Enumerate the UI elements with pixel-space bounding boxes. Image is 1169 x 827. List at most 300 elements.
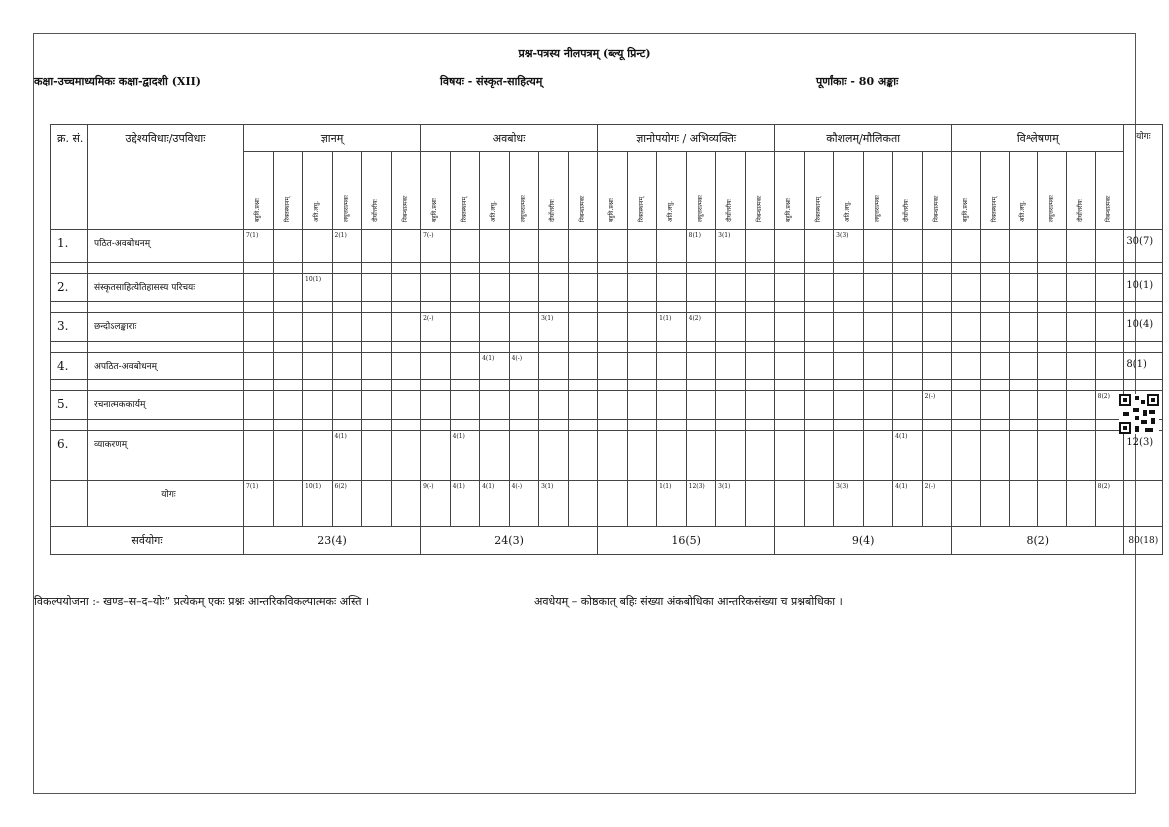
subcolumn-label: रिक्तस्थानम् xyxy=(637,196,645,222)
marks-cell xyxy=(421,353,451,380)
marks-cell xyxy=(1038,313,1067,342)
subtotal-cell xyxy=(863,481,893,527)
marks-cell xyxy=(834,274,864,302)
marks-cell xyxy=(539,353,569,380)
subtotal-cell: 8(2) xyxy=(1095,481,1124,527)
marks-cell xyxy=(568,353,598,380)
subcolumn-label: निबन्धात्मकः xyxy=(755,195,763,222)
marks-cell xyxy=(598,353,628,380)
table-row xyxy=(51,391,1163,420)
marks-cell xyxy=(509,274,539,302)
group-total: 23(4) xyxy=(244,527,421,555)
marks-cell xyxy=(362,431,392,481)
subcolumn-header xyxy=(244,152,274,230)
marks-cell xyxy=(1095,431,1124,481)
marks-cell xyxy=(332,353,362,380)
max-marks-label: पूर्णांकाः - 80 अङ्काः xyxy=(816,75,899,88)
marks-cell xyxy=(362,274,392,302)
marks-cell xyxy=(686,274,716,302)
subcolumn-label: दीर्घोत्तरीयः xyxy=(549,199,557,222)
marks-cell xyxy=(509,230,539,263)
subtotal-cell: 9(-) xyxy=(421,481,451,527)
qr-code-icon xyxy=(1119,394,1159,434)
subcolumn-header xyxy=(834,152,864,230)
marks-cell xyxy=(745,431,775,481)
marks-cell xyxy=(480,274,510,302)
marks-cell xyxy=(1095,230,1124,263)
subcolumn-header xyxy=(1009,152,1038,230)
subcolumn-header xyxy=(539,152,569,230)
marks-cell: 4(1) xyxy=(332,431,362,481)
serial-number: 1. xyxy=(51,230,88,263)
subcolumn-header xyxy=(686,152,716,230)
marks-cell xyxy=(627,391,657,420)
row-total: 8(1) xyxy=(1124,353,1163,380)
marks-cell xyxy=(627,230,657,263)
marks-cell xyxy=(568,230,598,263)
marks-cell xyxy=(980,274,1009,302)
topic-name: अपठित-अवबोधनम् xyxy=(88,353,244,380)
marks-cell xyxy=(362,391,392,420)
sn-header: क्र. सं. xyxy=(51,125,88,230)
subcolumn-header xyxy=(1038,152,1067,230)
subcolumn-label: अति.लघु. xyxy=(490,201,498,222)
subcolumn-header xyxy=(952,152,981,230)
marks-cell xyxy=(421,431,451,481)
marks-cell xyxy=(775,431,805,481)
subcolumn-header xyxy=(922,152,952,230)
marks-cell xyxy=(804,431,834,481)
marks-cell xyxy=(1009,313,1038,342)
marks-cell xyxy=(539,230,569,263)
table-row xyxy=(51,313,1163,342)
marks-cell xyxy=(303,431,333,481)
subcolumn-header xyxy=(893,152,923,230)
topic-name: पठित-अवबोधनम् xyxy=(88,230,244,263)
marks-cell xyxy=(480,391,510,420)
subtotal-cell xyxy=(627,481,657,527)
subtotal-cell xyxy=(1038,481,1067,527)
subcolumn-label: बहुवि.प्रश्नाः xyxy=(254,198,262,222)
marks-cell xyxy=(657,230,687,263)
subtotal-cell: 4(1) xyxy=(480,481,510,527)
marks-cell xyxy=(804,353,834,380)
marks-cell xyxy=(303,313,333,342)
class-label: कक्षा-उच्चमाध्यमिकः कक्षा-द्वादशी (XII) xyxy=(34,75,201,88)
marks-cell xyxy=(863,431,893,481)
subcolumn-header xyxy=(568,152,598,230)
subcolumn-header xyxy=(716,152,746,230)
marks-cell xyxy=(775,313,805,342)
marks-cell xyxy=(568,274,598,302)
subcolumn-label: बहुवि.प्रश्नाः xyxy=(785,198,793,222)
marks-cell xyxy=(863,391,893,420)
subtotal-cell xyxy=(598,481,628,527)
marks-cell xyxy=(598,391,628,420)
marks-cell xyxy=(657,274,687,302)
marks-cell xyxy=(1009,431,1038,481)
subtotal-cell: 4(1) xyxy=(450,481,480,527)
marks-cell xyxy=(922,230,952,263)
marks-cell xyxy=(893,313,923,342)
subtotal-cell: 3(1) xyxy=(539,481,569,527)
subcolumn-header xyxy=(332,152,362,230)
marks-cell xyxy=(922,274,952,302)
marks-cell xyxy=(745,353,775,380)
row-total: 10(1) xyxy=(1124,274,1163,302)
subcolumn-label: रिक्तस्थानम् xyxy=(460,196,468,222)
subcolumn-label: निबन्धात्मकः xyxy=(401,195,409,222)
marks-cell: 4(-) xyxy=(509,353,539,380)
subtotal-row xyxy=(51,481,1163,527)
marks-cell xyxy=(480,230,510,263)
marks-cell xyxy=(362,313,392,342)
note-options: विकल्पयोजना :- खण्ड–स–द–योः” प्रत्येकम् एकः प्रश्नः आन्तरिकविकल्पात्मकः अस्ति । xyxy=(34,595,370,608)
marks-cell xyxy=(893,274,923,302)
marks-cell xyxy=(1009,391,1038,420)
marks-cell xyxy=(1095,353,1124,380)
subcolumn-label: लघुत्तरात्मकः xyxy=(519,195,527,222)
marks-cell xyxy=(1066,353,1095,380)
marks-cell: 4(2) xyxy=(686,313,716,342)
marks-cell xyxy=(716,313,746,342)
subcolumn-label: अति.लघु. xyxy=(1019,201,1027,222)
marks-cell xyxy=(804,391,834,420)
topic-header: उद्देश्यविधाः/उपविधाः xyxy=(88,125,244,230)
marks-cell xyxy=(421,391,451,420)
marks-cell xyxy=(391,313,421,342)
marks-cell xyxy=(893,391,923,420)
marks-cell: 3(3) xyxy=(834,230,864,263)
subcolumn-label: लघुत्तरात्मकः xyxy=(342,195,350,222)
serial-number: 6. xyxy=(51,431,88,481)
marks-cell xyxy=(745,313,775,342)
table-row xyxy=(51,353,1163,380)
marks-cell xyxy=(303,230,333,263)
subcolumn-header xyxy=(362,152,392,230)
marks-cell xyxy=(1038,230,1067,263)
marks-cell xyxy=(1038,353,1067,380)
marks-cell xyxy=(391,391,421,420)
subcolumn-label: रिक्तस्थानम् xyxy=(814,196,822,222)
subcolumn-header xyxy=(421,152,451,230)
group-total: 8(2) xyxy=(952,527,1124,555)
marks-cell xyxy=(332,313,362,342)
subcolumn-header xyxy=(1066,152,1095,230)
marks-cell xyxy=(1066,313,1095,342)
marks-cell: 7(1) xyxy=(244,230,274,263)
marks-cell xyxy=(980,391,1009,420)
marks-cell xyxy=(362,230,392,263)
note-attention: अवधेयम् – कोष्ठकात् बहिः संख्या अंकबोधिका आन्तरिकसंख्या च प्रश्नबोधिका । xyxy=(534,595,843,608)
marks-cell: 2(-) xyxy=(421,313,451,342)
marks-cell xyxy=(775,274,805,302)
subcolumn-header xyxy=(980,152,1009,230)
group-total: 16(5) xyxy=(598,527,775,555)
marks-cell xyxy=(657,353,687,380)
marks-cell xyxy=(834,353,864,380)
serial-number: 3. xyxy=(51,313,88,342)
subcolumn-label: निबन्धात्मकः xyxy=(1105,195,1113,222)
marks-cell xyxy=(952,391,981,420)
subtotal-cell: 7(1) xyxy=(244,481,274,527)
subcolumn-label: लघुत्तरात्मकः xyxy=(696,195,704,222)
marks-cell xyxy=(716,274,746,302)
row-total: 10(4) xyxy=(1124,313,1163,342)
marks-cell xyxy=(775,353,805,380)
marks-cell xyxy=(980,313,1009,342)
marks-cell: 4(1) xyxy=(480,353,510,380)
marks-cell xyxy=(303,353,333,380)
group-header-jnanopayoga: ज्ञानोपयोगः / अभिव्यक्तिः xyxy=(598,125,775,152)
marks-cell xyxy=(834,313,864,342)
marks-cell xyxy=(922,431,952,481)
marks-cell xyxy=(952,313,981,342)
marks-cell xyxy=(273,353,303,380)
marks-cell xyxy=(362,353,392,380)
marks-cell xyxy=(450,353,480,380)
marks-cell xyxy=(598,431,628,481)
marks-cell xyxy=(1009,353,1038,380)
marks-cell: 10(1) xyxy=(303,274,333,302)
subtotal-cell xyxy=(391,481,421,527)
marks-cell xyxy=(273,313,303,342)
marks-cell xyxy=(598,274,628,302)
marks-cell: 1(1) xyxy=(657,313,687,342)
subcolumn-label: अति.लघु. xyxy=(667,201,675,222)
subcolumn-header xyxy=(775,152,805,230)
subcolumn-label: निबन्धात्मकः xyxy=(932,195,940,222)
marks-cell xyxy=(627,274,657,302)
marks-cell xyxy=(686,431,716,481)
marks-cell xyxy=(391,274,421,302)
spacer-row xyxy=(51,263,1163,274)
marks-cell xyxy=(952,274,981,302)
marks-cell xyxy=(450,230,480,263)
marks-cell xyxy=(391,431,421,481)
subcolumn-label: दीर्घोत्तरीयः xyxy=(372,199,380,222)
row-total: 12(3) xyxy=(1124,431,1163,481)
marks-cell xyxy=(686,353,716,380)
marks-cell xyxy=(391,353,421,380)
marks-cell: 3(1) xyxy=(716,230,746,263)
table-row xyxy=(51,230,1163,263)
subcolumn-header xyxy=(303,152,333,230)
table-row xyxy=(51,431,1163,481)
subcolumn-header xyxy=(450,152,480,230)
marks-cell xyxy=(1009,230,1038,263)
subcolumn-label: बहुवि.प्रश्नाः xyxy=(431,198,439,222)
marks-cell xyxy=(834,431,864,481)
serial-number: 5. xyxy=(51,391,88,420)
marks-cell xyxy=(568,391,598,420)
marks-cell xyxy=(922,353,952,380)
marks-cell xyxy=(509,313,539,342)
marks-cell xyxy=(421,274,451,302)
marks-cell xyxy=(568,313,598,342)
subcolumn-header xyxy=(598,152,628,230)
spacer-row xyxy=(51,380,1163,391)
page-title: प्रश्न-पत्रस्य नीलपत्रम् (ब्ल्यू प्रिन्ट) xyxy=(518,47,651,60)
marks-cell xyxy=(745,391,775,420)
marks-cell xyxy=(657,431,687,481)
marks-cell xyxy=(244,274,274,302)
subtotal-cell xyxy=(804,481,834,527)
marks-cell: 7(-) xyxy=(421,230,451,263)
subcolumn-header xyxy=(509,152,539,230)
marks-cell xyxy=(775,391,805,420)
marks-cell xyxy=(480,313,510,342)
topic-name: संस्कृतसाहित्येतिहासस्य परिचयः xyxy=(88,274,244,302)
marks-cell xyxy=(1066,431,1095,481)
subcolumn-header xyxy=(391,152,421,230)
marks-cell xyxy=(303,391,333,420)
group-header-jnanam: ज्ञानम् xyxy=(244,125,421,152)
marks-cell xyxy=(627,431,657,481)
subcolumn-header xyxy=(804,152,834,230)
marks-cell xyxy=(244,431,274,481)
marks-cell xyxy=(804,274,834,302)
subcolumn-label: रिक्तस्थानम् xyxy=(283,196,291,222)
subcolumn-label: दीर्घोत्तरीयः xyxy=(1076,199,1084,222)
marks-cell: 4(1) xyxy=(893,431,923,481)
marks-cell xyxy=(863,274,893,302)
marks-cell xyxy=(1095,313,1124,342)
subcolumn-header xyxy=(863,152,893,230)
marks-cell xyxy=(539,431,569,481)
subtotal-cell xyxy=(1009,481,1038,527)
subcolumn-header xyxy=(273,152,303,230)
subcolumn-label: अति.लघु. xyxy=(844,201,852,222)
subtotal-cell: 12(3) xyxy=(686,481,716,527)
marks-cell xyxy=(1095,274,1124,302)
marks-cell xyxy=(775,230,805,263)
subcolumn-label: बहुवि.प्रश्नाः xyxy=(608,198,616,222)
subtotal-cell: 2(-) xyxy=(922,481,952,527)
marks-cell xyxy=(509,431,539,481)
marks-cell xyxy=(716,431,746,481)
marks-cell xyxy=(1009,274,1038,302)
marks-cell xyxy=(273,391,303,420)
marks-cell xyxy=(1038,431,1067,481)
marks-cell xyxy=(627,353,657,380)
subcolumn-label: लघुत्तरात्मकः xyxy=(1048,195,1056,222)
marks-cell xyxy=(980,353,1009,380)
marks-cell xyxy=(450,274,480,302)
marks-cell xyxy=(657,391,687,420)
marks-cell: 2(-) xyxy=(922,391,952,420)
subtotal-label: योगः xyxy=(88,481,244,527)
marks-cell: 8(2) xyxy=(1095,391,1124,420)
topic-name: व्याकरणम् xyxy=(88,431,244,481)
marks-cell xyxy=(273,431,303,481)
marks-cell xyxy=(244,391,274,420)
subject-label: विषयः - संस्कृत-साहित्यम् xyxy=(440,75,543,88)
marks-cell xyxy=(509,391,539,420)
marks-cell xyxy=(598,313,628,342)
marks-cell: 2(1) xyxy=(332,230,362,263)
group-header-kaushalam: कौशलम्/मौलिकता xyxy=(775,125,952,152)
subtotal-cell xyxy=(980,481,1009,527)
subcolumn-label: रिक्तस्थानम् xyxy=(990,196,998,222)
marks-cell xyxy=(980,431,1009,481)
subtotal-cell: 4(1) xyxy=(893,481,923,527)
marks-cell xyxy=(332,391,362,420)
blueprint-table xyxy=(50,124,1163,555)
marks-cell xyxy=(273,230,303,263)
subcolumn-header xyxy=(480,152,510,230)
marks-cell xyxy=(863,313,893,342)
group-header-avabodha: अवबोधः xyxy=(421,125,598,152)
marks-cell: 8(1) xyxy=(686,230,716,263)
subcolumn-label: दीर्घोत्तरीयः xyxy=(903,199,911,222)
marks-cell xyxy=(1038,391,1067,420)
spacer-row xyxy=(51,420,1163,431)
marks-cell xyxy=(893,353,923,380)
group-header-vishleshanam: विश्लेषणम् xyxy=(952,125,1124,152)
marks-cell xyxy=(450,391,480,420)
marks-cell xyxy=(863,353,893,380)
marks-cell xyxy=(598,230,628,263)
subtotal-cell: 3(1) xyxy=(716,481,746,527)
marks-cell xyxy=(804,313,834,342)
marks-cell xyxy=(716,353,746,380)
subtotal-cell xyxy=(952,481,981,527)
grand-total-label: सर्वयोगः xyxy=(51,527,244,555)
subtotal-cell xyxy=(568,481,598,527)
marks-cell: 4(1) xyxy=(450,431,480,481)
subcolumn-header xyxy=(1095,152,1124,230)
marks-cell xyxy=(244,313,274,342)
marks-cell xyxy=(391,230,421,263)
marks-cell xyxy=(980,230,1009,263)
subcolumn-label: अति.लघु. xyxy=(313,201,321,222)
marks-cell xyxy=(273,274,303,302)
serial-number: 2. xyxy=(51,274,88,302)
group-header-row xyxy=(51,125,1163,152)
subcolumn-label: लघुत्तरात्मकः xyxy=(873,195,881,222)
topic-name: रचनात्मककार्यम् xyxy=(88,391,244,420)
subtotal-cell xyxy=(775,481,805,527)
marks-cell xyxy=(244,353,274,380)
subcolumn-label: निबन्धात्मकः xyxy=(578,195,586,222)
marks-cell xyxy=(332,274,362,302)
subcolumn-header xyxy=(627,152,657,230)
grand-total-value: 80(18) xyxy=(1124,527,1163,555)
row-total: 30(7) xyxy=(1124,230,1163,263)
marks-cell xyxy=(1038,274,1067,302)
subtotal-cell: 10(1) xyxy=(303,481,333,527)
marks-cell xyxy=(539,274,569,302)
marks-cell xyxy=(1066,391,1095,420)
marks-cell xyxy=(952,353,981,380)
marks-cell xyxy=(1066,274,1095,302)
marks-cell xyxy=(745,274,775,302)
marks-cell xyxy=(863,230,893,263)
marks-cell xyxy=(450,313,480,342)
subtotal-cell: 6(2) xyxy=(332,481,362,527)
marks-cell xyxy=(804,230,834,263)
group-total: 24(3) xyxy=(421,527,598,555)
grand-total-row xyxy=(51,527,1163,555)
marks-cell xyxy=(539,391,569,420)
subtotal-cell: 1(1) xyxy=(657,481,687,527)
marks-cell xyxy=(1066,230,1095,263)
marks-cell xyxy=(952,230,981,263)
marks-cell xyxy=(922,313,952,342)
spacer-row xyxy=(51,302,1163,313)
subcolumn-label: दीर्घोत्तरीयः xyxy=(726,199,734,222)
